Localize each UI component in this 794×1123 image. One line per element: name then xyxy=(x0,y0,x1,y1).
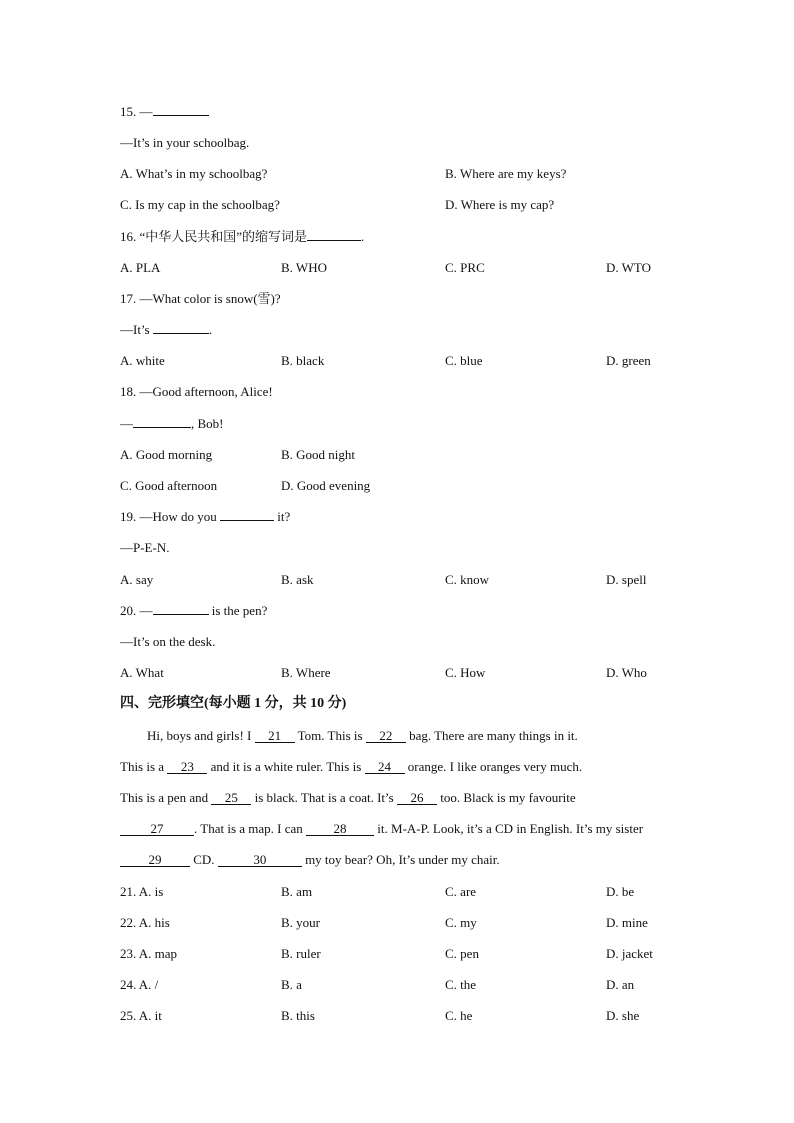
cloze-text: This is a xyxy=(120,759,168,774)
question-20-suffix: is the pen? xyxy=(208,603,268,618)
cloze-text: and it is a white ruler. This is xyxy=(207,759,365,774)
question-20-prefix: 20. — xyxy=(120,603,153,618)
question-15-prefix: 15. — xyxy=(120,104,153,119)
cloze-blank-28: 28 xyxy=(306,822,374,836)
cloze-blank-30: 30 xyxy=(218,853,302,867)
cloze-text: too. Black is my favourite xyxy=(436,790,576,805)
option-20-b: B. Where xyxy=(281,665,331,680)
option-19-a: A. say xyxy=(120,572,154,587)
question-17-blank xyxy=(153,333,209,334)
option-24-b: B. a xyxy=(281,977,302,992)
cloze-blank-25: 25 xyxy=(211,791,251,805)
cloze-text: orange. I like oranges very much. xyxy=(404,759,583,774)
question-17-reply xyxy=(120,322,212,338)
option-21-d: D. be xyxy=(606,884,635,899)
cloze-text: is black. That is a coat. It’s xyxy=(251,790,397,805)
question-20-stem xyxy=(120,603,267,619)
cloze-blank-27: 27 xyxy=(120,822,194,836)
option-16-d: D. WTO xyxy=(606,260,652,275)
cloze-blank-26: 26 xyxy=(397,791,437,805)
cloze-text: Hi, boys and girls! I xyxy=(147,728,255,743)
question-20-blank xyxy=(153,614,209,615)
option-25-b: B. this xyxy=(281,1008,315,1023)
cloze-text: Tom. This is xyxy=(294,728,366,743)
option-21-b: B. am xyxy=(281,884,313,899)
option-19-c: C. know xyxy=(445,572,490,587)
cloze-blank-29: 29 xyxy=(120,853,190,867)
option-15-a: A. What’s in my schoolbag? xyxy=(120,166,268,181)
option-17-c: C. blue xyxy=(445,353,483,368)
option-15-d: D. Where is my cap? xyxy=(445,197,555,212)
question-17-reply-suffix: . xyxy=(208,322,213,337)
option-23-a: 23. A. map xyxy=(120,946,178,961)
cloze-text: my toy bear? Oh, It’s under my chair. xyxy=(301,852,500,867)
option-18-d: D. Good evening xyxy=(281,478,371,493)
question-15-reply: —It’s in your schoolbag. xyxy=(120,135,250,150)
option-25-c: C. he xyxy=(445,1008,473,1023)
option-23-b: B. ruler xyxy=(281,946,321,961)
cloze-text: . That is a map. I can xyxy=(194,821,307,836)
option-18-c: C. Good afternoon xyxy=(120,478,218,493)
question-19-blank xyxy=(220,520,274,521)
cloze-line-1 xyxy=(120,728,703,744)
option-19-b: B. ask xyxy=(281,572,314,587)
option-22-d: D. mine xyxy=(606,915,648,930)
cloze-blank-21: 21 xyxy=(255,729,295,743)
option-23-d: D. jacket xyxy=(606,946,653,961)
option-22-b: B. your xyxy=(281,915,320,930)
question-18-reply xyxy=(120,416,224,432)
question-19-reply: —P-E-N. xyxy=(120,540,170,555)
section-4-heading: 四、完形填空(每小题 1 分，共 10 分) xyxy=(120,696,347,711)
question-18-reply-prefix: — xyxy=(120,416,133,431)
cloze-line-2 xyxy=(120,759,676,775)
option-16-c: C. PRC xyxy=(445,260,485,275)
option-15-c: C. Is my cap in the schoolbag? xyxy=(120,197,280,212)
option-24-a: 24. A. / xyxy=(120,977,159,992)
option-17-a: A. white xyxy=(120,353,165,368)
question-19-stem xyxy=(120,509,290,525)
option-16-a: A. PLA xyxy=(120,260,161,275)
option-20-a: A. What xyxy=(120,665,164,680)
option-20-d: D. Who xyxy=(606,665,647,680)
question-16-stem xyxy=(120,229,364,245)
option-19-d: D. spell xyxy=(606,572,647,587)
option-22-c: C. my xyxy=(445,915,477,930)
option-21-a: 21. A. is xyxy=(120,884,164,899)
question-17-stem: 17. —What color is snow(雪)? xyxy=(120,291,281,306)
option-25-a: 25. A. it xyxy=(120,1008,162,1023)
cloze-line-4 xyxy=(120,821,676,837)
question-19-prefix: 19. —How do you xyxy=(120,509,221,524)
cloze-blank-22: 22 xyxy=(366,729,406,743)
option-24-c: C. the xyxy=(445,977,477,992)
option-16-b: B. WHO xyxy=(281,260,327,275)
option-17-b: B. black xyxy=(281,353,325,368)
option-24-d: D. an xyxy=(606,977,635,992)
question-16-prefix: 16. “中华人民共和国”的缩写词是 xyxy=(120,229,308,244)
cloze-text: bag. There are many things in it. xyxy=(405,728,578,743)
question-19-suffix: it? xyxy=(274,509,291,524)
cloze-text: it. M-A-P. Look, it’s a CD in English. It’s my sister xyxy=(374,821,644,836)
cloze-text: CD. xyxy=(190,852,218,867)
option-23-c: C. pen xyxy=(445,946,479,961)
option-22-a: 22. A. his xyxy=(120,915,170,930)
cloze-text: This is a pen and xyxy=(120,790,212,805)
cloze-blank-23: 23 xyxy=(167,760,207,774)
option-20-c: C. How xyxy=(445,665,486,680)
question-16-suffix: . xyxy=(361,229,365,244)
question-18-reply-suffix: , Bob! xyxy=(191,416,224,431)
cloze-blank-24: 24 xyxy=(365,760,405,774)
option-21-c: C. are xyxy=(445,884,477,899)
option-17-d: D. green xyxy=(606,353,651,368)
question-18-blank xyxy=(133,427,191,428)
question-18-stem: 18. —Good afternoon, Alice! xyxy=(120,384,273,399)
question-15-stem xyxy=(120,104,209,120)
option-25-d: D. she xyxy=(606,1008,640,1023)
cloze-line-5 xyxy=(120,852,676,868)
option-18-b: B. Good night xyxy=(281,447,356,462)
question-17-reply-prefix: —It’s xyxy=(120,322,153,337)
cloze-line-3 xyxy=(120,790,676,806)
question-16-blank xyxy=(307,240,361,241)
option-18-a: A. Good morning xyxy=(120,447,213,462)
question-20-reply: —It’s on the desk. xyxy=(120,634,216,649)
question-15-blank xyxy=(153,115,209,116)
option-15-b: B. Where are my keys? xyxy=(445,166,567,181)
